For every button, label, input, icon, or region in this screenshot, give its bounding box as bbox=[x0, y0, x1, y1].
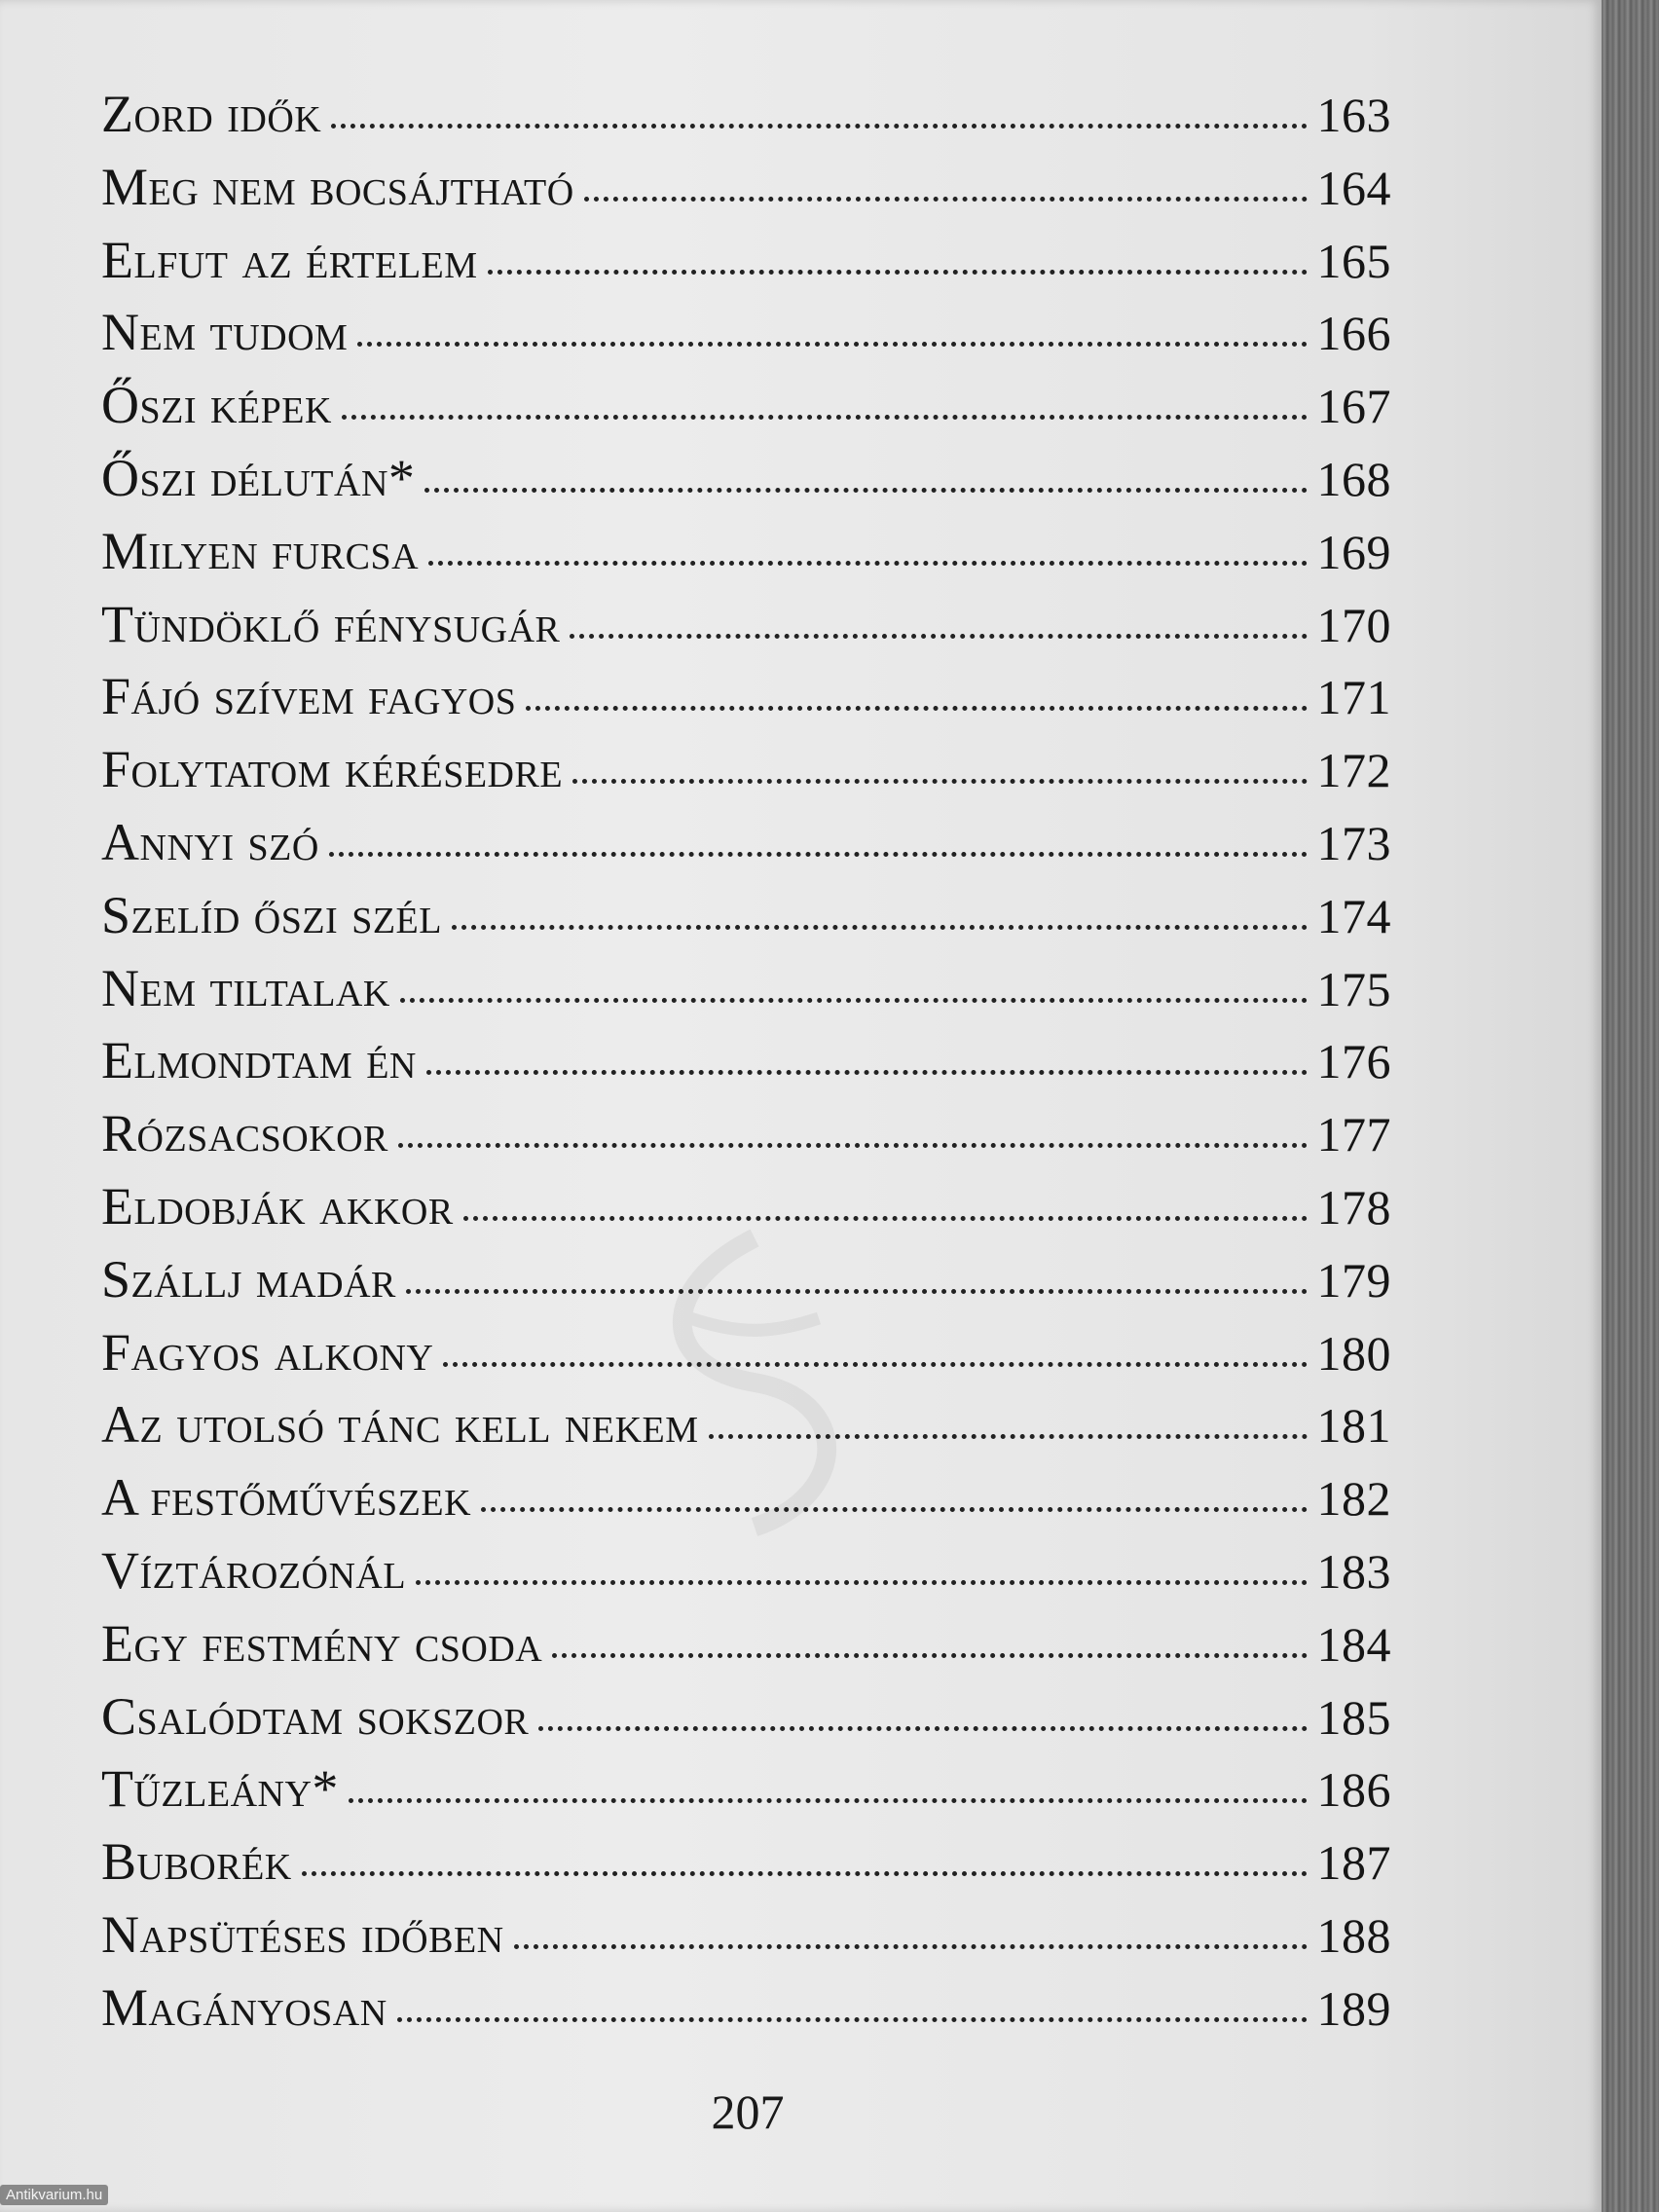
toc-entry bbox=[101, 1758, 1391, 1831]
dot-leader bbox=[302, 1871, 1308, 1876]
toc-entry-title: Buborék bbox=[101, 1832, 292, 1892]
toc-entry bbox=[101, 1686, 1391, 1759]
toc-entry bbox=[101, 1904, 1391, 1977]
toc-entry bbox=[101, 521, 1391, 594]
toc-entry bbox=[101, 302, 1391, 375]
toc-entry-page: 178 bbox=[1316, 1179, 1391, 1235]
toc-entry bbox=[101, 1249, 1391, 1322]
toc-entry-title: Milyen furcsa bbox=[101, 521, 420, 580]
toc-entry bbox=[101, 448, 1391, 521]
toc-entry bbox=[101, 1831, 1391, 1904]
toc-entry-page: 181 bbox=[1316, 1398, 1391, 1454]
dot-leader bbox=[463, 1216, 1308, 1221]
toc-entry-title: Rózsacsokor bbox=[101, 1104, 388, 1163]
toc-entry bbox=[101, 1176, 1391, 1249]
dot-leader bbox=[357, 342, 1307, 347]
dot-leader bbox=[452, 925, 1308, 930]
toc-entry-page: 176 bbox=[1316, 1034, 1391, 1089]
toc-entry-page: 177 bbox=[1316, 1107, 1391, 1162]
toc-entry-title: Csalódtam sokszor bbox=[101, 1686, 530, 1746]
toc-entry-page: 169 bbox=[1316, 524, 1391, 579]
toc-entry bbox=[101, 84, 1391, 157]
toc-entry-title: Fájó szívem fagyos bbox=[101, 667, 517, 726]
dot-leader bbox=[342, 415, 1308, 420]
toc-entry bbox=[101, 812, 1391, 885]
toc-entry-page: 174 bbox=[1316, 888, 1391, 943]
toc-entry-title: Elmondtam én bbox=[101, 1031, 417, 1090]
toc-entry-page: 165 bbox=[1316, 233, 1391, 288]
toc-entry-title: Szelíd őszi szél bbox=[101, 885, 442, 944]
toc-entry bbox=[101, 594, 1391, 667]
toc-entry-title: Az utolsó tánc kell nekem bbox=[101, 1395, 699, 1455]
toc-entry-page: 163 bbox=[1316, 88, 1391, 142]
toc-entry-page: 166 bbox=[1316, 306, 1391, 361]
dot-leader bbox=[584, 197, 1308, 202]
toc-entry-page: 189 bbox=[1316, 1980, 1391, 2036]
toc-entry-title: Napsütéses időben bbox=[101, 1904, 504, 1964]
toc-entry-title: Nem tudom bbox=[101, 303, 349, 362]
dot-leader bbox=[572, 779, 1307, 784]
toc-entry bbox=[101, 1977, 1391, 2050]
toc-entry bbox=[101, 1030, 1391, 1103]
book-gutter bbox=[1602, 0, 1659, 2212]
dot-leader bbox=[552, 1653, 1307, 1658]
dot-leader bbox=[570, 634, 1307, 639]
toc-entry-title: Őszi képek bbox=[101, 376, 332, 435]
toc-entry-page: 172 bbox=[1316, 743, 1391, 798]
dot-leader bbox=[406, 1289, 1308, 1294]
toc-entry bbox=[101, 1613, 1391, 1686]
dot-leader bbox=[514, 1944, 1308, 1949]
table-of-contents bbox=[101, 84, 1391, 2050]
toc-entry-page: 186 bbox=[1316, 1762, 1391, 1818]
toc-entry-page: 167 bbox=[1316, 379, 1391, 434]
toc-entry-page: 171 bbox=[1316, 670, 1391, 725]
toc-entry bbox=[101, 230, 1391, 303]
dot-leader bbox=[331, 124, 1307, 129]
dot-leader bbox=[397, 2017, 1308, 2022]
watermark: Antikvarium.hu bbox=[0, 2185, 108, 2205]
toc-entry-title: Zord idők bbox=[101, 85, 322, 143]
dot-leader bbox=[443, 1362, 1307, 1367]
toc-entry-page: 179 bbox=[1316, 1252, 1391, 1308]
dot-leader bbox=[329, 852, 1308, 857]
toc-entry-page: 175 bbox=[1316, 961, 1391, 1016]
toc-entry-title: Egy festmény csoda bbox=[101, 1613, 543, 1673]
toc-entry bbox=[101, 157, 1391, 230]
toc-entry-title: Tündöklő fénysugár bbox=[101, 594, 561, 653]
dot-leader bbox=[709, 1434, 1308, 1439]
toc-entry-page: 185 bbox=[1316, 1689, 1391, 1745]
toc-entry bbox=[101, 739, 1391, 812]
dot-leader bbox=[428, 561, 1307, 566]
toc-entry bbox=[101, 885, 1391, 958]
dot-leader bbox=[488, 270, 1308, 275]
toc-entry-title: Őszi délután* bbox=[101, 448, 416, 507]
dot-leader bbox=[424, 488, 1307, 493]
dot-leader bbox=[400, 998, 1308, 1003]
toc-entry bbox=[101, 1540, 1391, 1613]
toc-entry-title: Tűzleány* bbox=[101, 1759, 339, 1819]
dot-leader bbox=[426, 1070, 1308, 1075]
toc-entry-page: 170 bbox=[1316, 597, 1391, 652]
toc-entry-title: Szállj madár bbox=[101, 1249, 396, 1309]
toc-entry-title: Folytatom kérésedre bbox=[101, 740, 564, 799]
toc-entry-title: Annyi szó bbox=[101, 812, 319, 871]
dot-leader bbox=[526, 706, 1307, 711]
toc-entry-page: 180 bbox=[1316, 1325, 1391, 1381]
toc-entry-page: 182 bbox=[1316, 1471, 1391, 1527]
toc-entry-page: 187 bbox=[1316, 1835, 1391, 1891]
toc-entry-page: 173 bbox=[1316, 815, 1391, 870]
toc-entry-page: 188 bbox=[1316, 1907, 1391, 1963]
dot-leader bbox=[481, 1507, 1307, 1512]
toc-entry-page: 184 bbox=[1316, 1616, 1391, 1672]
toc-entry-page: 183 bbox=[1316, 1543, 1391, 1599]
dot-leader bbox=[538, 1726, 1307, 1731]
toc-entry-title: Víztározónál bbox=[101, 1540, 407, 1600]
toc-entry-title: A festőművészek bbox=[101, 1468, 472, 1528]
toc-entry-title: Elfut az értelem bbox=[101, 230, 478, 289]
toc-entry bbox=[101, 958, 1391, 1031]
toc-entry bbox=[101, 1394, 1391, 1467]
toc-entry-title: Fagyos alkony bbox=[101, 1322, 434, 1382]
toc-entry bbox=[101, 375, 1391, 448]
dot-leader bbox=[398, 1143, 1308, 1148]
toc-entry-title: Eldobják akkor bbox=[101, 1176, 454, 1235]
toc-entry bbox=[101, 1467, 1391, 1540]
toc-entry bbox=[101, 1103, 1391, 1176]
toc-entry-page: 164 bbox=[1316, 160, 1391, 215]
toc-entry-title: Magányosan bbox=[101, 1977, 387, 2037]
dot-leader bbox=[416, 1580, 1307, 1585]
page-number: 207 bbox=[711, 2084, 785, 2139]
toc-entry bbox=[101, 1322, 1391, 1395]
toc-entry-title: Nem tiltalak bbox=[101, 958, 390, 1017]
toc-entry-title: Meg nem bocsájtható bbox=[101, 157, 574, 216]
toc-entry bbox=[101, 666, 1391, 739]
dot-leader bbox=[349, 1798, 1308, 1803]
toc-entry-page: 168 bbox=[1316, 451, 1391, 506]
